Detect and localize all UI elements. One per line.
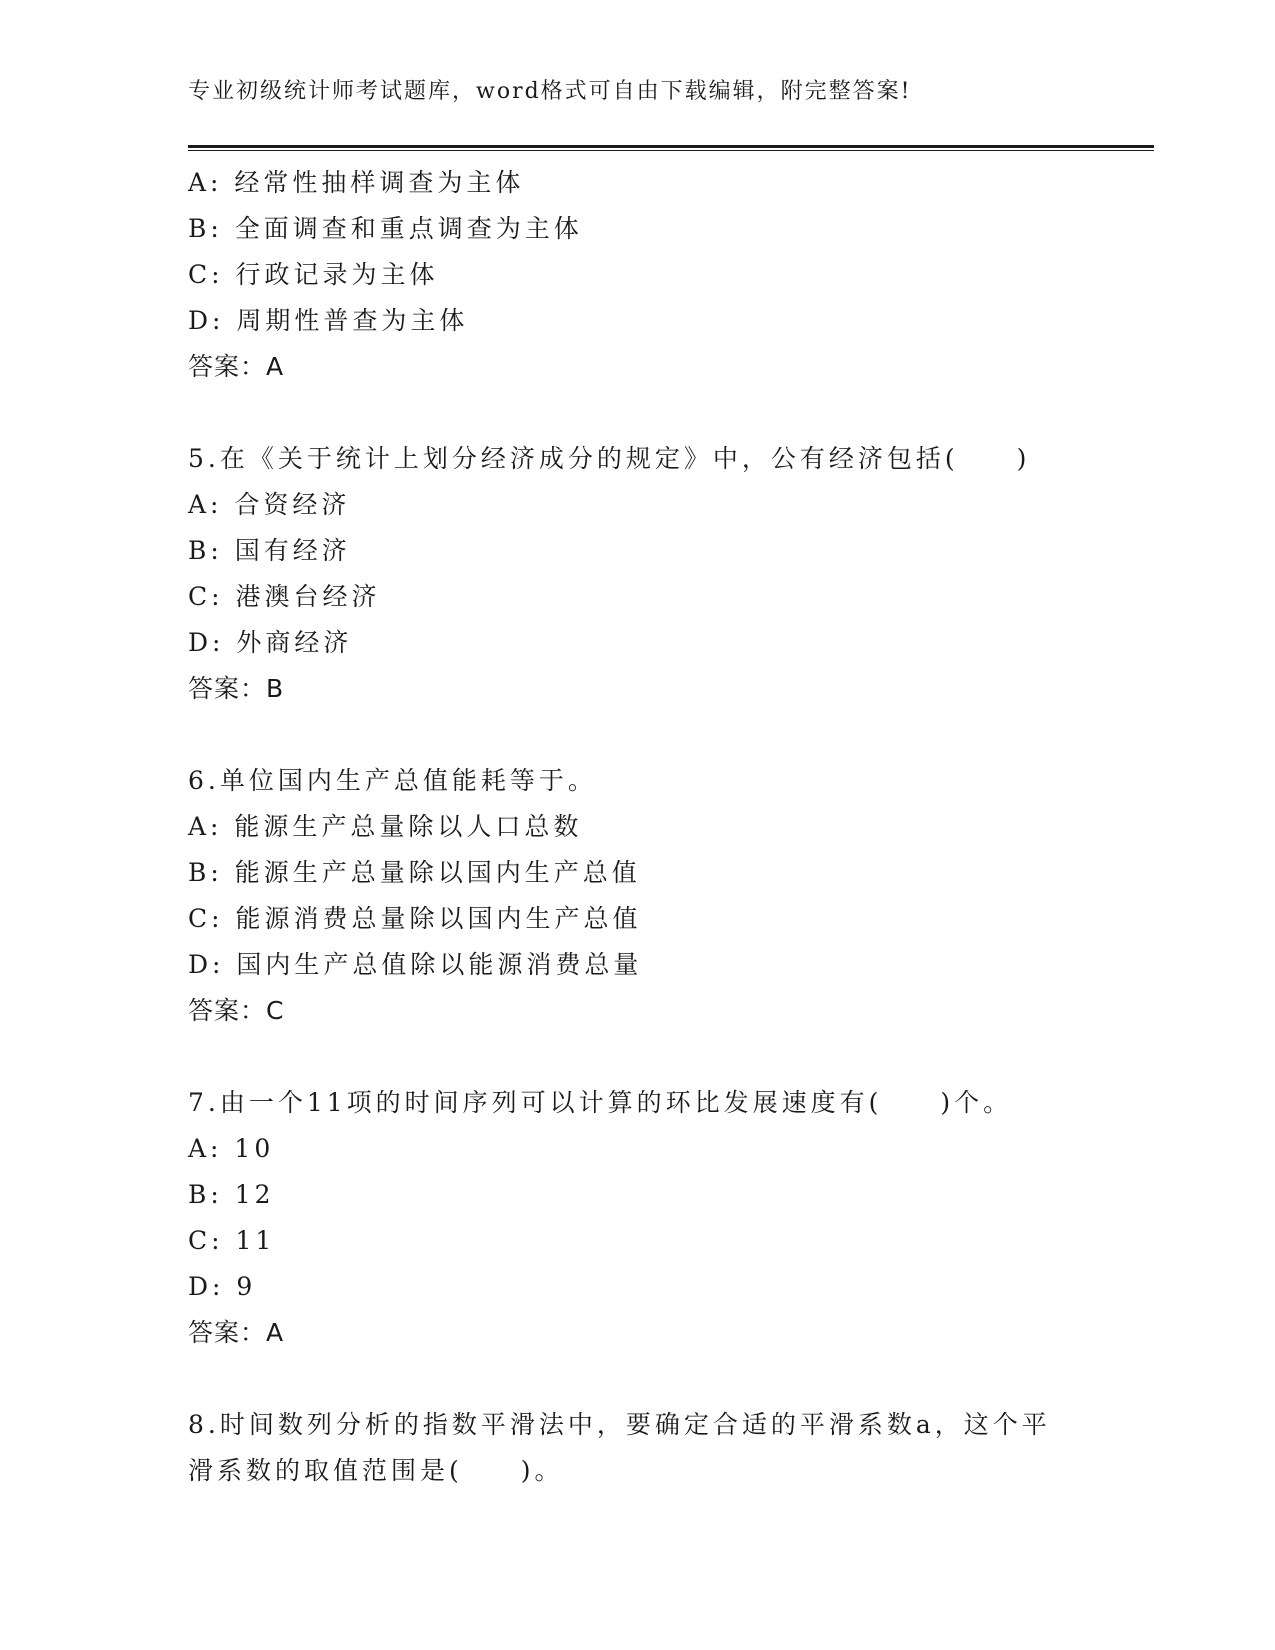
question-8 (188, 1402, 1088, 1494)
option-d: D: 国内生产总值除以能源消费总量 (188, 950, 643, 979)
page-header: 专业初级统计师考试题库，word格式可自由下载编辑，附完整答案! (188, 79, 912, 104)
question-stem: 6.单位国内生产总值能耗等于。 (188, 766, 597, 795)
option-c: C: 11 (188, 1226, 276, 1255)
option-b: B: 全面调查和重点调查为主体 (188, 214, 583, 243)
option-c: C: 能源消费总量除以国内生产总值 (188, 904, 642, 933)
answer-line: 答案：A (188, 1318, 285, 1347)
option-b: B: 12 (188, 1180, 275, 1209)
option-a: A: 经常性抽样调查为主体 (188, 168, 525, 197)
question-stem: 5.在《关于统计上划分经济成分的规定》中，公有经济包括( ) (188, 444, 1031, 473)
option-d: D: 周期性普查为主体 (188, 306, 469, 335)
answer-line: 答案：B (188, 674, 285, 703)
option-d: D: 9 (188, 1272, 257, 1301)
question-5 (188, 436, 1088, 712)
question-7 (188, 1080, 1088, 1356)
option-a: A: 合资经济 (188, 490, 351, 519)
option-d: D: 外商经济 (188, 628, 353, 657)
option-c: C: 港澳台经济 (188, 582, 381, 611)
answer-line: 答案：C (188, 996, 285, 1025)
question-6 (188, 758, 1088, 1034)
question-stem: 8.时间数列分析的指数平滑法中，要确定合适的平滑系数a，这个平滑系数的取值范围是( )。 (188, 1410, 1051, 1485)
option-c: C: 行政记录为主体 (188, 260, 439, 289)
question-stem: 7.由一个11项的时间序列可以计算的环比发展速度有( )个。 (188, 1088, 1013, 1117)
question-4 (188, 160, 1088, 390)
option-a: A: 能源生产总量除以人口总数 (188, 812, 583, 841)
option-b: B: 国有经济 (188, 536, 351, 565)
option-a: A: 10 (188, 1134, 275, 1163)
answer-line: 答案：A (188, 352, 285, 381)
question-list (188, 160, 1088, 1494)
header-rule-thin (188, 150, 1154, 151)
header-rule-thick (188, 145, 1154, 148)
option-b: B: 能源生产总量除以国内生产总值 (188, 858, 641, 887)
